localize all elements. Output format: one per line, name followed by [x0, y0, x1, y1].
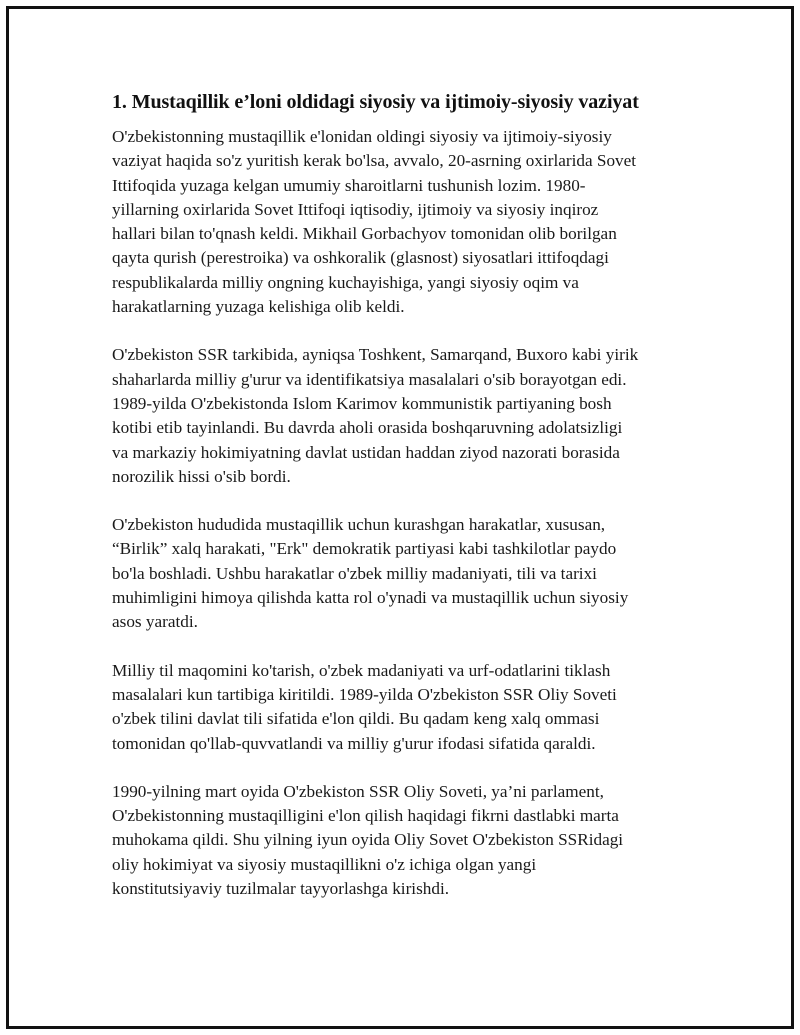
text-line: konstitutsiyaviy tuzilmalar tayyorlashga kirishdi.	[112, 879, 450, 899]
text-line: O'zbekistonning mustaqillik e'lonidan oldingi siyosiy va ijtimoiy-siyosiy	[112, 127, 612, 146]
paragraph	[112, 125, 692, 319]
text-line: tomonidan qo'llab-quvvatlandi va milliy g'urur ifodasi sifatida qaraldi.	[112, 733, 596, 753]
text-line: va markaziy hokimiyatning davlat ustidan haddan ziyod nazorati borasida	[112, 442, 620, 462]
text-line: harakatlarning yuzaga kelishiga olib keldi.	[112, 297, 405, 317]
text-line: respublikalarda milliy ongning kuchayishiga, yangi siyosiy oqim va	[112, 272, 579, 292]
text-line: O'zbekistonning mustaqilligini e'lon qilish haqidagi fikrni dastlabki marta	[112, 806, 619, 826]
text-line: 1989-yilda O'zbekistonda Islom Karimov kommunistik partiyaning bosh	[112, 393, 612, 413]
text-line: 1990-yilning mart oyida O'zbekiston SSR Oliy Soveti, ya’ni parlament,	[112, 781, 604, 801]
text-line: o'zbek tilini davlat tili sifatida e'lon qildi. Bu qadam keng xalq ommasi	[112, 709, 600, 729]
text-line: yillarning oxirlarida Sovet Ittifoqi iqtisodiy, ijtimoiy va siyosiy inqiroz	[112, 199, 599, 219]
text-line: oliy hokimiyat va siyosiy mustaqillikni o'z ichiga olgan yangi	[112, 854, 537, 874]
paragraph-list	[112, 125, 692, 901]
text-line: vaziyat haqida so'z yuritish kerak bo'lsa, avvalo, 20-asrning oxirlarida Sovet	[112, 151, 637, 171]
text-line: Milliy til maqomini ko'tarish, o'zbek madaniyati va urf-odatlarini tiklash	[112, 660, 611, 680]
document-body	[112, 89, 692, 925]
text-line: Ittifoqida yuzaga kelgan umumiy sharoitlarni tushunish lozim. 1980-	[112, 175, 586, 195]
text-line: muhokama qildi. Shu yilning iyun oyida Oliy Sovet O'zbekiston SSRidagi	[112, 830, 624, 850]
paragraph	[112, 513, 692, 634]
text-line: shaharlarda milliy g'urur va identifikatsiya masalalari o'sib borayotgan edi.	[112, 369, 627, 389]
text-line: O'zbekiston SSR tarkibida, ayniqsa Toshkent, Samarqand, Buxoro kabi yirik	[112, 345, 639, 365]
text-line: norozilik hissi o'sib bordi.	[112, 466, 291, 486]
text-line: kotibi etib tayinlandi. Bu davrda aholi orasida boshqaruvning adolatsizligi	[112, 418, 623, 438]
text-line: hallari bilan to'qnash keldi. Mikhail Gorbachyov tomonidan olib borilgan	[112, 224, 617, 244]
text-line: bo'la boshladi. Ushbu harakatlar o'zbek milliy madaniyati, tili va tarixi	[112, 563, 597, 583]
text-line: qayta qurish (perestroika) va oshkoralik (glasnost) siyosatlari ittifoqdagi	[112, 248, 609, 268]
text-line: asos yaratdi.	[112, 612, 198, 632]
paragraph	[112, 659, 692, 756]
text-line: masalalari kun tartibiga kiritildi. 1989-yilda O'zbekiston SSR Oliy Soveti	[112, 684, 617, 704]
paragraph	[112, 343, 692, 489]
text-line: muhimligini himoya qilishda katta rol o'ynadi va mustaqillik uchun siyosiy	[112, 588, 629, 608]
text-line: O'zbekiston hududida mustaqillik uchun kurashgan harakatlar, xususan,	[112, 515, 606, 535]
text-line: “Birlik” xalq harakati, "Erk" demokratik partiyasi kabi tashkilotlar paydo	[112, 539, 617, 559]
paragraph	[112, 780, 692, 901]
section-heading: 1. Mustaqillik e’loni oldidagi siyosiy va ijtimoiy-siyosiy vaziyat	[112, 91, 639, 113]
